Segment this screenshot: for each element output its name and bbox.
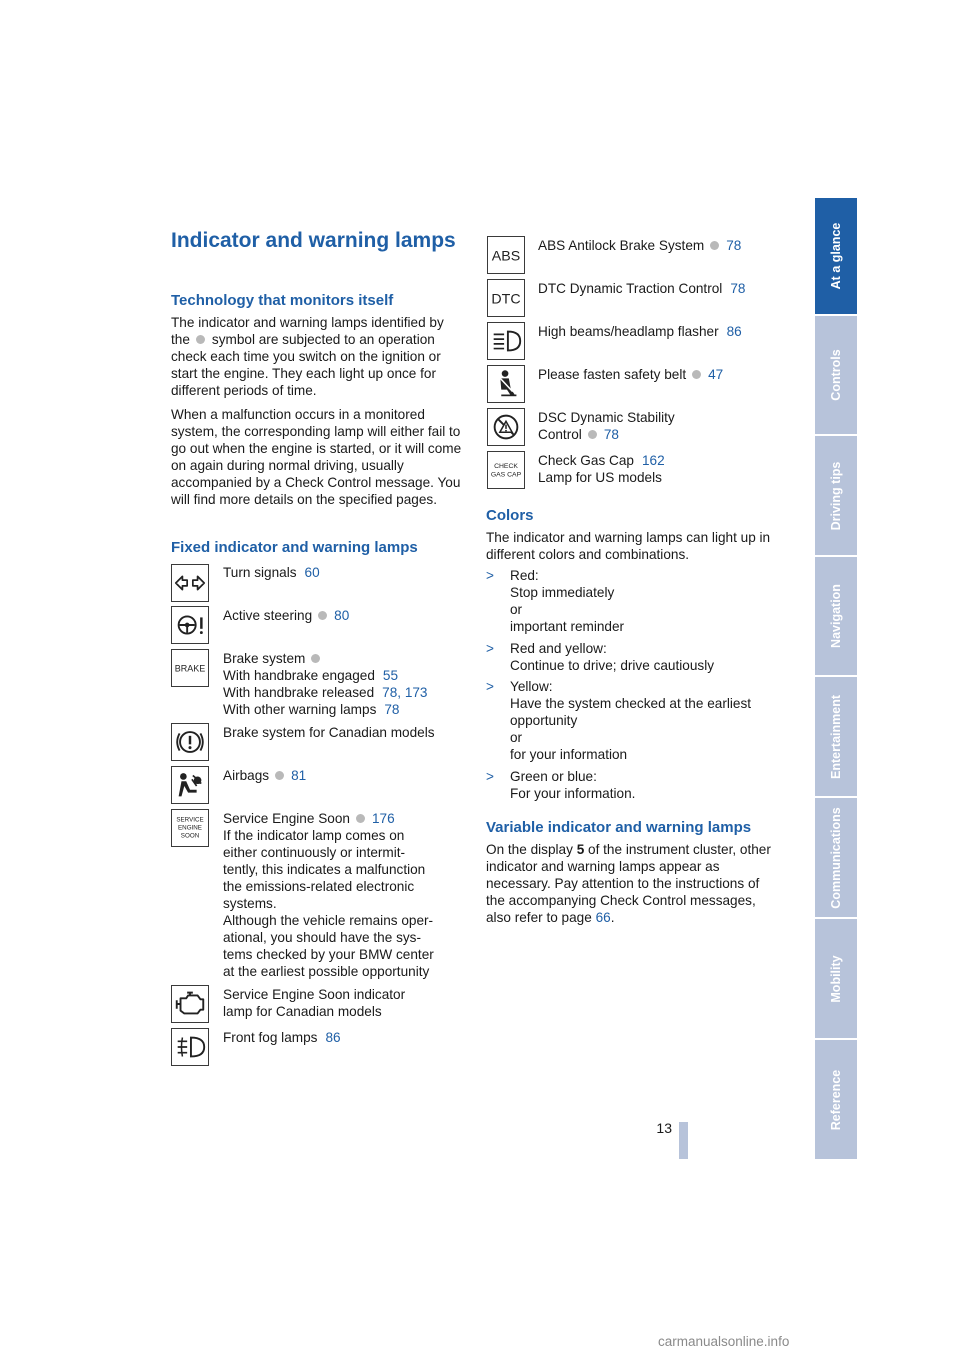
page-title: Indicator and warning lamps (171, 229, 456, 252)
page-ref[interactable]: 86 (726, 324, 742, 339)
brake-icon (171, 649, 209, 687)
svg-text:CHECK: CHECK (494, 463, 518, 471)
page-ref[interactable]: 55 (382, 668, 399, 683)
svg-text:ABS: ABS (491, 248, 521, 265)
svg-text:ENGINE: ENGINE (178, 824, 202, 832)
tab-driving-tips[interactable]: Driving tips (815, 436, 857, 555)
page-ref[interactable]: 66 (595, 910, 611, 925)
technology-text: The indicator and warning lamps identified by the symbol are subjected to an operation check each time you switch on the ignition or start the engine. They each light up once for different periods of time. When a malfunction occurs in a monitored system, the corresponding lamp will either fail to go out when the engine is started, or it will come on again during normal driving, usually accompanied by a Check Control message. You will find more details on the specified pages. (171, 315, 462, 507)
tab-communications[interactable]: Communications (815, 798, 857, 917)
tab-entertainment[interactable]: Entertainment (815, 677, 857, 796)
page-ref[interactable]: 78, 173 (382, 685, 428, 700)
svg-text:SERVICE: SERVICE (176, 816, 204, 824)
page-ref[interactable]: 80 (334, 608, 350, 623)
page-ref[interactable]: 78 (603, 427, 619, 442)
watermark: carmanualsonline.info (658, 1334, 790, 1349)
turn-signals-icon (171, 564, 209, 602)
svg-text:BRAKE: BRAKE (174, 663, 206, 674)
page-ref[interactable]: 78 (726, 238, 742, 253)
abs-icon (487, 236, 525, 274)
seatbelt-label: Please fasten safety belt 47 (538, 367, 724, 382)
section-heading-technology: Technology that monitors itself (171, 292, 394, 309)
variable-text: On the display 5 of the instrument cluster, other indicator and warning lamps appear as necessary. Pay attention to the instructions of the accompanying Check Control messages, also refer to page 66. (486, 842, 771, 925)
front-fog-icon (171, 1028, 209, 1066)
page-ref[interactable]: 78 (730, 281, 746, 296)
airbag-icon (171, 766, 209, 804)
check-gas-cap-icon (487, 451, 525, 489)
check-dot-icon (692, 370, 701, 379)
section-heading-colors: Colors (486, 507, 534, 524)
check-dot-icon (275, 771, 284, 780)
page-ref[interactable]: 162 (641, 453, 665, 468)
check-gas-cap-label: Check Gas Cap 162 Lamp for US models (538, 453, 665, 485)
brake-canada-icon (171, 723, 209, 761)
page-ref[interactable]: 78 (384, 702, 400, 717)
dsc-icon (487, 408, 525, 446)
check-dot-icon (318, 611, 327, 620)
brake-system-label: Brake system With handbrake engaged 55 With handbrake released 78, 173 With other warning lamps 78 (223, 651, 428, 717)
section-heading-fixed-lamps: Fixed indicator and warning lamps (171, 539, 418, 556)
page-number: 13 (656, 1120, 672, 1136)
front-fog-label: Front fog lamps 86 (223, 1030, 341, 1045)
active-steering-label: Active steering 80 (223, 608, 350, 623)
page-ref[interactable]: 176 (371, 811, 395, 826)
tab-at-a-glance[interactable]: At a glance (815, 198, 857, 314)
svg-text:GAS CAP: GAS CAP (490, 471, 522, 479)
svg-text:SOON: SOON (180, 832, 200, 840)
abs-label: ABS Antilock Brake System 78 (538, 238, 742, 253)
check-dot-icon (710, 241, 719, 250)
turn-signals-label: Turn signals 60 (223, 565, 320, 580)
page-ref[interactable]: 81 (291, 768, 307, 783)
dsc-label: DSC Dynamic Stability Control 78 (538, 410, 675, 442)
page-number-bar (679, 1122, 688, 1159)
check-dot-icon (588, 430, 597, 439)
dtc-icon (487, 279, 525, 317)
engine-canada-icon (171, 985, 209, 1023)
tab-reference[interactable]: Reference (815, 1040, 857, 1159)
dtc-label: DTC Dynamic Traction Control 78 (538, 281, 746, 296)
check-dot-icon (356, 814, 365, 823)
service-engine-soon-label: Service Engine Soon 176 If the indicator lamp comes on either continuously or intermit- tently, this indicates a malfunction the emissions-related electronic systems. Although the vehicle remains oper- ational, you should have the sys- tems checked by your BMW center at the earliest possible opportunity (223, 811, 434, 979)
page-ref[interactable]: 47 (708, 367, 724, 382)
check-dot-icon (311, 654, 320, 663)
high-beam-icon (487, 322, 525, 360)
high-beam-label: High beams/headlamp flasher 86 (538, 324, 742, 339)
tab-mobility[interactable]: Mobility (815, 919, 857, 1038)
tab-navigation[interactable]: Navigation (815, 557, 857, 675)
tab-controls[interactable]: Controls (815, 316, 857, 434)
service-engine-soon-icon (171, 809, 209, 847)
engine-canada-label: Service Engine Soon indicator lamp for Canadian models (223, 987, 406, 1019)
airbags-label: Airbags 81 (223, 768, 307, 783)
brake-canada-label: Brake system for Canadian models (223, 725, 435, 740)
seatbelt-icon (487, 365, 525, 403)
page-ref[interactable]: 86 (325, 1030, 341, 1045)
colors-intro: The indicator and warning lamps can light up in different colors and combinations. (486, 530, 771, 562)
active-steering-icon (171, 606, 209, 644)
page-ref[interactable]: 60 (304, 565, 320, 580)
check-dot-icon (196, 335, 205, 344)
section-heading-variable-lamps: Variable indicator and warning lamps (486, 819, 752, 836)
svg-text:DTC: DTC (491, 291, 521, 308)
